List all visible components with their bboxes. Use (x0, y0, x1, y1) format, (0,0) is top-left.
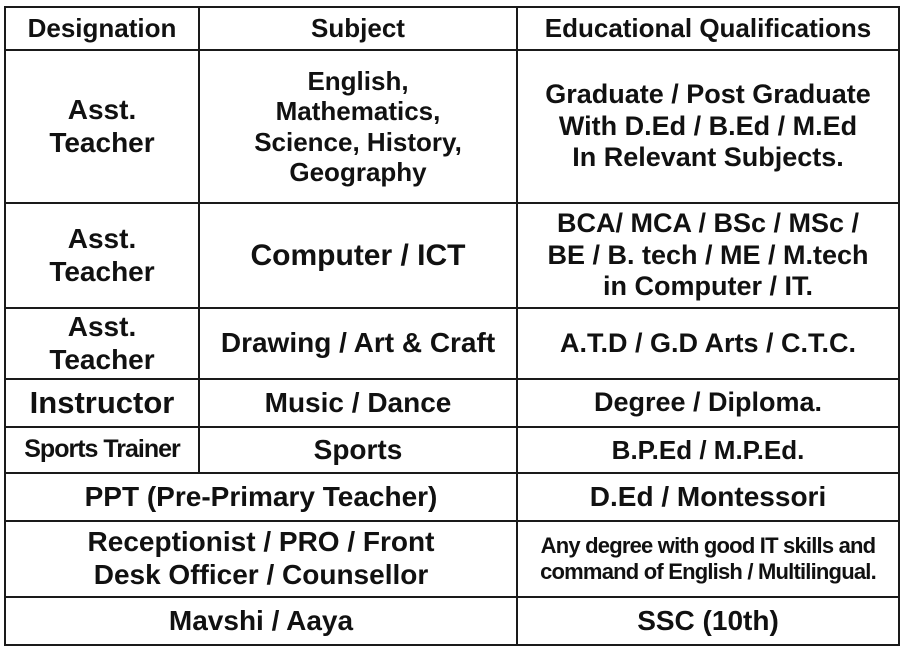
subject-line: Sports (313, 433, 403, 465)
table-row (5, 473, 899, 521)
designation-cell (5, 308, 199, 379)
subject-cell (199, 308, 517, 379)
qualification-line: Graduate / Post Graduate (545, 79, 871, 110)
qualification-line: BCA/ MCA / BSc / MSc / (556, 208, 860, 239)
subject-line: English, (307, 65, 409, 96)
designation-line: PPT (Pre-Primary Teacher) (84, 480, 438, 512)
subject-line: Geography (289, 156, 427, 187)
qualification-cell (517, 203, 899, 308)
qualification-line: With D.Ed / B.Ed / M.Ed (558, 110, 858, 141)
subject-line: Science, History, (254, 126, 462, 157)
designation-cell (5, 50, 199, 203)
designation-line: Asst. (67, 310, 137, 342)
designation-cell (5, 427, 199, 473)
qualification-line: A.T.D / G.D Arts / C.T.C. (559, 327, 857, 358)
designation-line: Asst. (67, 93, 137, 125)
designation-line: Desk Officer / Counsellor (93, 559, 429, 590)
table-row (5, 308, 899, 379)
designation-line: Teacher (49, 343, 155, 375)
qualification-line: In Relevant Subjects. (572, 142, 844, 173)
table-row (5, 597, 899, 645)
qualification-line: Any degree with good IT skills and (540, 533, 876, 559)
qualification-line: D.Ed / Montessori (589, 480, 827, 512)
subject-cell (199, 50, 517, 203)
qualification-line: in Computer / IT. (602, 271, 813, 302)
table-row (5, 427, 899, 473)
designation-line: Instructor (29, 384, 175, 420)
designation-line: Sports Trainer (24, 435, 180, 464)
qualification-line: Degree / Diploma. (593, 387, 823, 418)
subject-cell (199, 427, 517, 473)
designation-subject-cell (5, 521, 517, 597)
designation-line: Teacher (49, 255, 155, 287)
header-subject: Subject (199, 7, 517, 50)
designation-cell (5, 203, 199, 308)
qualification-cell (517, 379, 899, 427)
qualification-cell (517, 473, 899, 521)
qualification-line: command of English / Multilingual. (540, 559, 876, 584)
designation-line: Mavshi / Aaya (168, 604, 354, 636)
qualification-cell (517, 427, 899, 473)
subject-line: Computer / ICT (250, 238, 466, 272)
header-designation: Designation (5, 7, 199, 50)
designation-line: Asst. (67, 222, 137, 254)
table-row (5, 521, 899, 597)
table-header-row (5, 7, 899, 50)
qualification-cell (517, 597, 899, 645)
qualification-cell (517, 308, 899, 379)
designation-line: Receptionist / PRO / Front (87, 526, 435, 558)
designation-subject-cell (5, 597, 517, 645)
designation-cell (5, 379, 199, 427)
table-row (5, 203, 899, 308)
qualification-cell (517, 50, 899, 203)
table-row (5, 379, 899, 427)
subject-line: Music / Dance (264, 386, 452, 418)
subject-line: Drawing / Art & Craft (220, 327, 496, 359)
subject-cell (199, 379, 517, 427)
designation-line: Teacher (49, 126, 155, 158)
qualification-line: SSC (10th) (637, 604, 779, 636)
qualification-line: B.P.Ed / M.P.Ed. (611, 434, 805, 465)
subject-cell (199, 203, 517, 308)
designation-subject-cell (5, 473, 517, 521)
qualification-line: BE / B. tech / ME / M.tech (547, 239, 869, 270)
header-qualifications: Educational Qualifications (517, 7, 899, 50)
table-row (5, 50, 899, 203)
qualifications-table (4, 6, 900, 646)
subject-line: Mathematics, (275, 96, 441, 127)
qualification-cell (517, 521, 899, 597)
